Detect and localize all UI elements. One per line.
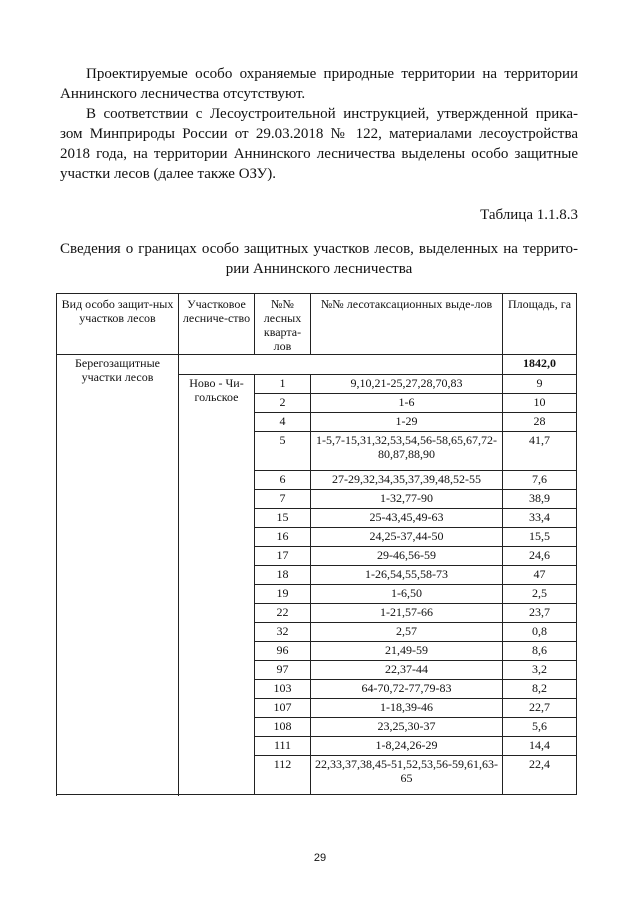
plots-cell: 1-32,77-90 <box>311 490 503 509</box>
header-type: Вид особо защит-ных участков лесов <box>57 294 179 355</box>
area-cell: 38,9 <box>503 490 577 509</box>
area-cell: 47 <box>503 566 577 585</box>
quarter-cell: 111 <box>255 737 311 756</box>
quarter-cell: 18 <box>255 566 311 585</box>
paragraph-2-line-4: участки лесов (далее также ОЗУ). <box>60 166 277 182</box>
area-cell: 28 <box>503 413 577 432</box>
area-cell: 23,7 <box>503 604 577 623</box>
quarter-cell: 19 <box>255 585 311 604</box>
paragraph-1-line-1: Проектируемые особо охраняемые природные территории на территории <box>86 66 578 82</box>
quarter-cell: 107 <box>255 699 311 718</box>
header-district: Участковое лесниче-ство <box>179 294 255 355</box>
table-body <box>57 355 577 795</box>
quarter-cell: 2 <box>255 394 311 413</box>
quarter-cell: 112 <box>255 756 311 795</box>
area-cell: 10 <box>503 394 577 413</box>
area-cell: 33,4 <box>503 509 577 528</box>
quarter-cell: 15 <box>255 509 311 528</box>
area-cell: 5,6 <box>503 718 577 737</box>
quarter-cell: 103 <box>255 680 311 699</box>
area-cell: 2,5 <box>503 585 577 604</box>
quarter-cell: 6 <box>255 471 311 490</box>
quarter-cell: 97 <box>255 661 311 680</box>
area-cell: 22,7 <box>503 699 577 718</box>
plots-cell: 21,49-59 <box>311 642 503 661</box>
quarter-cell: 5 <box>255 432 311 471</box>
quarter-cell: 17 <box>255 547 311 566</box>
paragraph-1-line-2: Аннинского лесничества отсутствуют. <box>60 86 306 102</box>
page-number: 29 <box>313 852 327 864</box>
area-cell: 8,2 <box>503 680 577 699</box>
district-cell: Ново - Чи-гольское <box>179 375 255 795</box>
header-quarters: №№ лесных кварта-лов <box>255 294 311 355</box>
area-cell: 3,2 <box>503 661 577 680</box>
category-cell: Берегозащитные участки лесов <box>57 355 179 795</box>
plots-cell: 1-29 <box>311 413 503 432</box>
area-cell: 22,4 <box>503 756 577 795</box>
category-total: 1842,0 <box>503 355 577 375</box>
quarter-cell: 16 <box>255 528 311 547</box>
plots-cell: 24,25-37,44-50 <box>311 528 503 547</box>
table-header-row <box>57 294 577 355</box>
quarter-cell: 108 <box>255 718 311 737</box>
area-cell: 15,5 <box>503 528 577 547</box>
plots-cell: 23,25,30-37 <box>311 718 503 737</box>
plots-cell: 22,33,37,38,45-51,52,53,56-59,61,63-65 <box>311 756 503 795</box>
table-number: Таблица 1.1.8.3 <box>480 207 578 223</box>
table-title-line-1: Сведения о границах особо защитных участков лесов, выделенных на террито- <box>60 241 578 257</box>
plots-cell: 64-70,72-77,79-83 <box>311 680 503 699</box>
quarter-cell: 7 <box>255 490 311 509</box>
table-title-line-2: рии Аннинского лесничества <box>225 261 413 277</box>
area-cell: 0,8 <box>503 623 577 642</box>
quarter-cell: 4 <box>255 413 311 432</box>
quarter-cell: 22 <box>255 604 311 623</box>
plots-cell: 1-6 <box>311 394 503 413</box>
header-area: Площадь, га <box>503 294 577 355</box>
category-blank <box>179 355 503 375</box>
plots-cell: 27-29,32,34,35,37,39,48,52-55 <box>311 471 503 490</box>
plots-cell: 2,57 <box>311 623 503 642</box>
plots-cell: 1-5,7-15,31,32,53,54,56-58,65,67,72-80,87,88,90 <box>311 432 503 471</box>
area-cell: 9 <box>503 375 577 394</box>
area-cell: 7,6 <box>503 471 577 490</box>
plots-cell: 22,37-44 <box>311 661 503 680</box>
area-cell: 14,4 <box>503 737 577 756</box>
paragraph-2-line-2: зом Минприроды России от 29.03.2018 № 122, материалами лесоустройства <box>60 126 578 142</box>
quarter-cell: 32 <box>255 623 311 642</box>
area-cell: 8,6 <box>503 642 577 661</box>
ozu-table <box>56 293 577 795</box>
category-row <box>57 355 577 375</box>
plots-cell: 1-8,24,26-29 <box>311 737 503 756</box>
plots-cell: 29-46,56-59 <box>311 547 503 566</box>
header-plots: №№ лесотаксационных выде-лов <box>311 294 503 355</box>
quarter-cell: 1 <box>255 375 311 394</box>
paragraph-2-line-1: В соответствии с Лесоустроительной инструкцией, утвержденной прика- <box>86 106 578 122</box>
plots-cell: 1-26,54,55,58-73 <box>311 566 503 585</box>
plots-cell: 9,10,21-25,27,28,70,83 <box>311 375 503 394</box>
plots-cell: 25-43,45,49-63 <box>311 509 503 528</box>
plots-cell: 1-18,39-46 <box>311 699 503 718</box>
quarter-cell: 96 <box>255 642 311 661</box>
area-cell: 24,6 <box>503 547 577 566</box>
plots-cell: 1-21,57-66 <box>311 604 503 623</box>
plots-cell: 1-6,50 <box>311 585 503 604</box>
paragraph-2-line-3: 2018 года, на территории Аннинского лесничества выделены особо защитные <box>60 146 578 162</box>
area-cell: 41,7 <box>503 432 577 471</box>
